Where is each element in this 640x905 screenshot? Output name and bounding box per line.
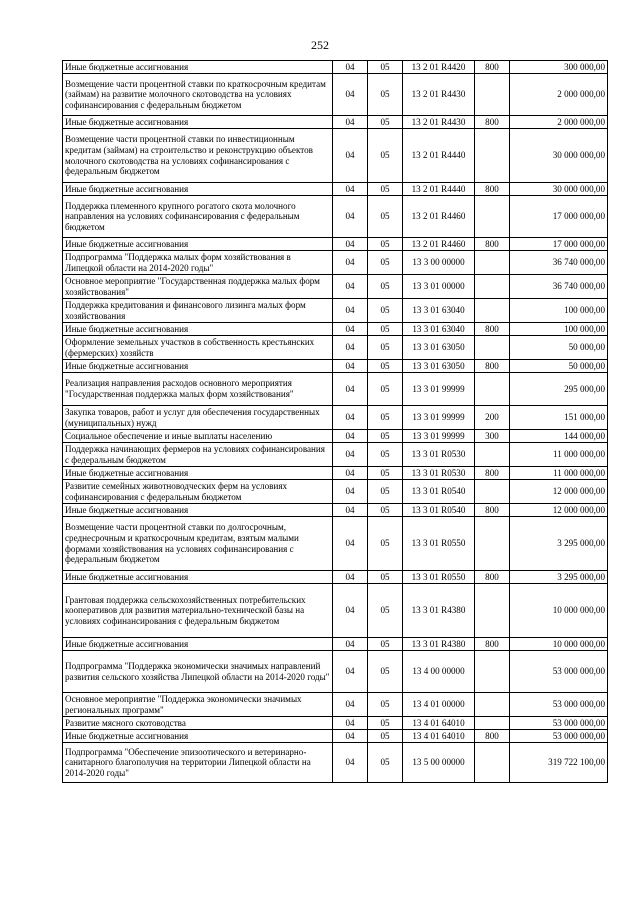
expense-type-code: 800 xyxy=(475,638,510,651)
table-row xyxy=(63,504,608,517)
amount: 36 740 000,00 xyxy=(510,251,608,275)
section-code: 05 xyxy=(368,717,403,730)
amount: 53 000 000,00 xyxy=(510,717,608,730)
amount: 53 000 000,00 xyxy=(510,651,608,693)
target-article-code: 13 2 01 R4440 xyxy=(403,183,475,196)
ministry-code: 04 xyxy=(333,730,368,743)
table-row xyxy=(63,717,608,730)
expense-type-code: 800 xyxy=(475,467,510,480)
expense-type-code xyxy=(475,129,510,183)
row-name: Грантовая поддержка сельскохозяйственных потребительских кооперативов для развития материально-технической базы на условиях софинансирования с федеральным бюджетом xyxy=(63,584,333,638)
table-row xyxy=(63,480,608,504)
target-article-code: 13 3 01 00000 xyxy=(403,275,475,299)
budget-table-body xyxy=(63,61,608,783)
row-name: Поддержка начинающих фермеров на условиях софинансирования с федеральным бюджетом xyxy=(63,443,333,467)
table-row xyxy=(63,251,608,275)
target-article-code: 13 3 01 99999 xyxy=(403,373,475,406)
expense-type-code: 800 xyxy=(475,323,510,336)
ministry-code: 04 xyxy=(333,443,368,467)
amount: 53 000 000,00 xyxy=(510,730,608,743)
amount: 17 000 000,00 xyxy=(510,196,608,238)
target-article-code: 13 3 01 63050 xyxy=(403,360,475,373)
ministry-code: 04 xyxy=(333,116,368,129)
row-name: Иные бюджетные ассигнования xyxy=(63,467,333,480)
section-code: 05 xyxy=(368,183,403,196)
section-code: 05 xyxy=(368,116,403,129)
table-row xyxy=(63,61,608,74)
expense-type-code: 800 xyxy=(475,238,510,251)
ministry-code: 04 xyxy=(333,251,368,275)
budget-table xyxy=(62,60,608,783)
section-code: 05 xyxy=(368,360,403,373)
section-code: 05 xyxy=(368,743,403,783)
target-article-code: 13 4 01 64010 xyxy=(403,730,475,743)
expense-type-code: 800 xyxy=(475,116,510,129)
section-code: 05 xyxy=(368,323,403,336)
expense-type-code xyxy=(475,275,510,299)
amount: 12 000 000,00 xyxy=(510,480,608,504)
target-article-code: 13 3 01 R0530 xyxy=(403,443,475,467)
table-row xyxy=(63,196,608,238)
section-code: 05 xyxy=(368,480,403,504)
target-article-code: 13 2 01 R4460 xyxy=(403,196,475,238)
ministry-code: 04 xyxy=(333,360,368,373)
expense-type-code xyxy=(475,743,510,783)
target-article-code: 13 4 01 64010 xyxy=(403,717,475,730)
target-article-code: 13 2 01 R4430 xyxy=(403,116,475,129)
ministry-code: 04 xyxy=(333,638,368,651)
expense-type-code: 300 xyxy=(475,430,510,443)
section-code: 05 xyxy=(368,129,403,183)
target-article-code: 13 3 01 R0550 xyxy=(403,571,475,584)
expense-type-code xyxy=(475,336,510,360)
ministry-code: 04 xyxy=(333,480,368,504)
ministry-code: 04 xyxy=(333,406,368,430)
table-row xyxy=(63,443,608,467)
row-name: Развитие семейных животноводческих ферм на условиях софинансирования с федеральным бюджетом xyxy=(63,480,333,504)
row-name: Иные бюджетные ассигнования xyxy=(63,360,333,373)
expense-type-code: 800 xyxy=(475,61,510,74)
target-article-code: 13 3 01 99999 xyxy=(403,430,475,443)
expense-type-code xyxy=(475,299,510,323)
amount: 30 000 000,00 xyxy=(510,129,608,183)
ministry-code: 04 xyxy=(333,323,368,336)
amount: 300 000,00 xyxy=(510,61,608,74)
row-name: Иные бюджетные ассигнования xyxy=(63,571,333,584)
table-row xyxy=(63,373,608,406)
amount: 50 000,00 xyxy=(510,336,608,360)
amount: 10 000 000,00 xyxy=(510,638,608,651)
row-name: Поддержка племенного крупного рогатого скота молочного направления на условиях софинансирования с федеральным бюджетом xyxy=(63,196,333,238)
table-row xyxy=(63,299,608,323)
amount: 151 000,00 xyxy=(510,406,608,430)
expense-type-code: 800 xyxy=(475,504,510,517)
ministry-code: 04 xyxy=(333,717,368,730)
page-number: 252 xyxy=(311,38,329,52)
table-row xyxy=(63,638,608,651)
row-name: Подпрограмма "Поддержка экономически значимых направлений развития сельского хозяйства Липецкой области на 2014-2020 годы" xyxy=(63,651,333,693)
row-name: Подпрограмма "Обеспечение эпизоотического и ветеринарно-санитарного благополучия на территории Липецкой области на 2014-2020 годы" xyxy=(63,743,333,783)
ministry-code: 04 xyxy=(333,651,368,693)
section-code: 05 xyxy=(368,406,403,430)
amount: 30 000 000,00 xyxy=(510,183,608,196)
section-code: 05 xyxy=(368,336,403,360)
row-name: Реализация направления расходов основного мероприятия "Государственная поддержка малых форм хозяйствования" xyxy=(63,373,333,406)
table-row xyxy=(63,693,608,717)
row-name: Иные бюджетные ассигнования xyxy=(63,61,333,74)
table-row xyxy=(63,430,608,443)
row-name: Оформление земельных участков в собственность крестьянских (фермерских) хозяйств xyxy=(63,336,333,360)
table-row xyxy=(63,238,608,251)
target-article-code: 13 2 01 R4460 xyxy=(403,238,475,251)
ministry-code: 04 xyxy=(333,275,368,299)
target-article-code: 13 2 01 R4430 xyxy=(403,74,475,116)
table-row xyxy=(63,730,608,743)
target-article-code: 13 2 01 R4420 xyxy=(403,61,475,74)
amount: 50 000,00 xyxy=(510,360,608,373)
target-article-code: 13 2 01 R4440 xyxy=(403,129,475,183)
ministry-code: 04 xyxy=(333,467,368,480)
amount: 3 295 000,00 xyxy=(510,517,608,571)
table-row xyxy=(63,743,608,783)
target-article-code: 13 3 01 63040 xyxy=(403,323,475,336)
expense-type-code xyxy=(475,443,510,467)
row-name: Основное мероприятие "Государственная поддержка малых форм хозяйствования" xyxy=(63,275,333,299)
table-row xyxy=(63,517,608,571)
row-name: Иные бюджетные ассигнования xyxy=(63,238,333,251)
table-row xyxy=(63,183,608,196)
section-code: 05 xyxy=(368,275,403,299)
row-name: Иные бюджетные ассигнования xyxy=(63,504,333,517)
ministry-code: 04 xyxy=(333,238,368,251)
amount: 144 000,00 xyxy=(510,430,608,443)
table-row xyxy=(63,467,608,480)
expense-type-code xyxy=(475,693,510,717)
ministry-code: 04 xyxy=(333,504,368,517)
section-code: 05 xyxy=(368,584,403,638)
row-name: Иные бюджетные ассигнования xyxy=(63,730,333,743)
amount: 11 000 000,00 xyxy=(510,467,608,480)
table-row xyxy=(63,323,608,336)
row-name: Возмещение части процентной ставки по инвестиционным кредитам (займам) на строительство и реконструкцию объектов молочного скотоводства на условиях софинансирования с федеральным бюджетом xyxy=(63,129,333,183)
table-row xyxy=(63,129,608,183)
ministry-code: 04 xyxy=(333,571,368,584)
target-article-code: 13 3 01 R0550 xyxy=(403,517,475,571)
row-name: Иные бюджетные ассигнования xyxy=(63,116,333,129)
row-name: Возмещение части процентной ставки по долгосрочным, среднесрочным и краткосрочным кредитам, взятым малыми формами хозяйствования на условиях софинансирования с федеральным бюджетом xyxy=(63,517,333,571)
section-code: 05 xyxy=(368,504,403,517)
row-name: Подпрограмма "Поддержка малых форм хозяйствования в Липецкой области на 2014-2020 годы" xyxy=(63,251,333,275)
section-code: 05 xyxy=(368,430,403,443)
target-article-code: 13 3 01 63040 xyxy=(403,299,475,323)
table-row xyxy=(63,74,608,116)
target-article-code: 13 5 00 00000 xyxy=(403,743,475,783)
table-row xyxy=(63,336,608,360)
table-row xyxy=(63,360,608,373)
row-name: Закупка товаров, работ и услуг для обеспечения государственных (муниципальных) нужд xyxy=(63,406,333,430)
row-name: Поддержка кредитования и финансового лизинга малых форм хозяйствования xyxy=(63,299,333,323)
expense-type-code xyxy=(475,651,510,693)
amount: 53 000 000,00 xyxy=(510,693,608,717)
section-code: 05 xyxy=(368,651,403,693)
expense-type-code xyxy=(475,196,510,238)
section-code: 05 xyxy=(368,61,403,74)
row-name: Иные бюджетные ассигнования xyxy=(63,323,333,336)
section-code: 05 xyxy=(368,196,403,238)
section-code: 05 xyxy=(368,467,403,480)
amount: 36 740 000,00 xyxy=(510,275,608,299)
ministry-code: 04 xyxy=(333,430,368,443)
expense-type-code xyxy=(475,251,510,275)
target-article-code: 13 4 01 00000 xyxy=(403,693,475,717)
expense-type-code: 200 xyxy=(475,406,510,430)
expense-type-code xyxy=(475,480,510,504)
amount: 11 000 000,00 xyxy=(510,443,608,467)
row-name: Основное мероприятие "Поддержка экономически значимых региональных программ" xyxy=(63,693,333,717)
ministry-code: 04 xyxy=(333,74,368,116)
table-row xyxy=(63,116,608,129)
section-code: 05 xyxy=(368,571,403,584)
section-code: 05 xyxy=(368,517,403,571)
target-article-code: 13 3 01 R0540 xyxy=(403,504,475,517)
section-code: 05 xyxy=(368,251,403,275)
section-code: 05 xyxy=(368,299,403,323)
ministry-code: 04 xyxy=(333,743,368,783)
section-code: 05 xyxy=(368,693,403,717)
amount: 100 000,00 xyxy=(510,299,608,323)
section-code: 05 xyxy=(368,638,403,651)
section-code: 05 xyxy=(368,730,403,743)
table-row xyxy=(63,406,608,430)
section-code: 05 xyxy=(368,74,403,116)
row-name: Иные бюджетные ассигнования xyxy=(63,183,333,196)
expense-type-code: 800 xyxy=(475,360,510,373)
table-row xyxy=(63,584,608,638)
ministry-code: 04 xyxy=(333,61,368,74)
amount: 2 000 000,00 xyxy=(510,74,608,116)
target-article-code: 13 3 01 R0530 xyxy=(403,467,475,480)
expense-type-code: 800 xyxy=(475,730,510,743)
ministry-code: 04 xyxy=(333,373,368,406)
expense-type-code: 800 xyxy=(475,183,510,196)
target-article-code: 13 3 00 00000 xyxy=(403,251,475,275)
section-code: 05 xyxy=(368,238,403,251)
target-article-code: 13 4 00 00000 xyxy=(403,651,475,693)
table-row xyxy=(63,275,608,299)
ministry-code: 04 xyxy=(333,129,368,183)
amount: 17 000 000,00 xyxy=(510,238,608,251)
amount: 319 722 100,00 xyxy=(510,743,608,783)
ministry-code: 04 xyxy=(333,183,368,196)
ministry-code: 04 xyxy=(333,299,368,323)
row-name: Развитие мясного скотоводства xyxy=(63,717,333,730)
amount: 10 000 000,00 xyxy=(510,584,608,638)
ministry-code: 04 xyxy=(333,336,368,360)
expense-type-code xyxy=(475,717,510,730)
row-name: Социальное обеспечение и иные выплаты населению xyxy=(63,430,333,443)
ministry-code: 04 xyxy=(333,584,368,638)
row-name: Иные бюджетные ассигнования xyxy=(63,638,333,651)
target-article-code: 13 3 01 R4380 xyxy=(403,584,475,638)
expense-type-code xyxy=(475,517,510,571)
amount: 2 000 000,00 xyxy=(510,116,608,129)
expense-type-code xyxy=(475,373,510,406)
amount: 100 000,00 xyxy=(510,323,608,336)
expense-type-code xyxy=(475,584,510,638)
row-name: Возмещение части процентной ставки по краткосрочным кредитам (займам) на развитие молочного скотоводства на условиях софинансирования с федеральным бюджетом xyxy=(63,74,333,116)
amount: 295 000,00 xyxy=(510,373,608,406)
section-code: 05 xyxy=(368,443,403,467)
amount: 12 000 000,00 xyxy=(510,504,608,517)
target-article-code: 13 3 01 R4380 xyxy=(403,638,475,651)
table-row xyxy=(63,571,608,584)
ministry-code: 04 xyxy=(333,693,368,717)
target-article-code: 13 3 01 63050 xyxy=(403,336,475,360)
table-row xyxy=(63,651,608,693)
amount: 3 295 000,00 xyxy=(510,571,608,584)
ministry-code: 04 xyxy=(333,517,368,571)
target-article-code: 13 3 01 99999 xyxy=(403,406,475,430)
section-code: 05 xyxy=(368,373,403,406)
expense-type-code: 800 xyxy=(475,571,510,584)
expense-type-code xyxy=(475,74,510,116)
target-article-code: 13 3 01 R0540 xyxy=(403,480,475,504)
ministry-code: 04 xyxy=(333,196,368,238)
